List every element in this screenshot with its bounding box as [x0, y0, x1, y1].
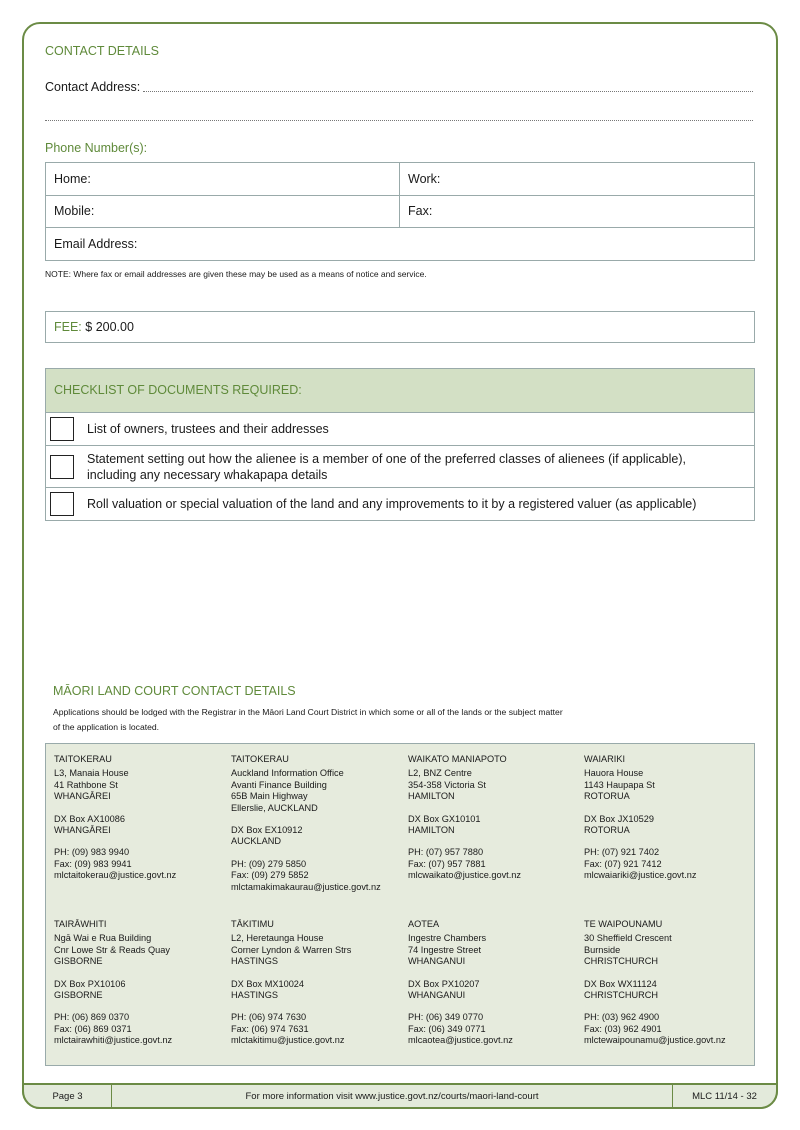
mobile-label: Mobile:: [54, 204, 95, 219]
office-name: TAITOKERAU: [231, 754, 289, 764]
office-address-line: 41 Rathbone St: [54, 779, 118, 790]
court-office: [584, 754, 760, 882]
office-address-line: Ngā Wai e Rua Building: [54, 933, 152, 944]
office-dx-line: DX Box EX10912: [231, 825, 303, 836]
court-office: [408, 919, 584, 1047]
fax-field[interactable]: [400, 195, 755, 228]
court-contact-heading: MĀORI LAND COURT CONTACT DETAILS: [53, 684, 296, 698]
office-name: WAIARIKI: [584, 754, 626, 764]
footer-info: For more information visit www.justice.govt.nz/courts/maori-land-court: [112, 1085, 673, 1107]
office-dx-line: WHANGANUI: [408, 990, 466, 1001]
office-address-line: Corner Lyndon & Warren Strs: [231, 944, 352, 955]
office-fax: Fax: (06) 349 0771: [408, 1023, 486, 1034]
checklist: [45, 368, 755, 521]
office-address-line: 30 Sheffield Crescent: [584, 933, 672, 944]
checklist-item: [46, 413, 754, 446]
office-dx-line: AUCKLAND: [231, 836, 282, 847]
mobile-field[interactable]: [46, 195, 400, 228]
office-address-line: Avanti Finance Building: [231, 779, 327, 790]
checkbox[interactable]: [50, 492, 74, 516]
contact-address-line-1[interactable]: [143, 91, 753, 92]
office-phone: PH: (03) 962 4900: [584, 1012, 660, 1023]
home-label: Home:: [54, 171, 91, 186]
office-address-line: 65B Main Highway: [231, 791, 308, 802]
office-email[interactable]: mlctaitokerau@justice.govt.nz: [54, 870, 177, 881]
phone-table: [45, 162, 755, 261]
office-fax: Fax: (03) 962 4901: [584, 1023, 662, 1034]
office-name: TE WAIPOUNAMU: [584, 919, 663, 929]
office-dx-line: HAMILTON: [408, 825, 455, 836]
checklist-item: [46, 446, 754, 488]
office-phone: PH: (09) 983 9940: [54, 847, 130, 858]
court-office: [584, 919, 760, 1047]
office-dx-line: ROTORUA: [584, 825, 630, 836]
checklist-item-text: Roll valuation or special valuation of the land and any improvements to it by a registered valuer (as applicable): [87, 497, 697, 511]
checkbox[interactable]: [50, 417, 74, 441]
office-address-line: 1143 Haupapa St: [584, 779, 655, 790]
office-address-line: CHRISTCHURCH: [584, 956, 659, 967]
office-phone: PH: (06) 349 0770: [408, 1012, 484, 1023]
office-address-line: WHANGĀREI: [54, 791, 111, 802]
court-intro-line: Applications should be lodged with the Registrar in the Māori Land Court District in which some or all of the lands or the subject matter: [53, 707, 563, 717]
office-dx-line: DX Box PX10207: [408, 978, 480, 989]
court-office: [54, 919, 230, 1047]
office-email[interactable]: mlctamakimakaurau@justice.govt.nz: [231, 881, 381, 892]
contact-address-line-2[interactable]: [45, 120, 753, 121]
checkbox[interactable]: [50, 455, 74, 479]
office-email[interactable]: mlctewaipounamu@justice.govt.nz: [584, 1035, 726, 1046]
court-office: [231, 919, 407, 1047]
fee-label: FEE:: [54, 320, 82, 334]
office-address-line: Cnr Lowe Str & Reads Quay: [54, 944, 170, 955]
office-email[interactable]: mlcaotea@justice.govt.nz: [408, 1035, 513, 1046]
office-dx-line: DX Box GX10101: [408, 813, 481, 824]
office-dx-line: CHRISTCHURCH: [584, 990, 659, 1001]
office-fax: Fax: (09) 983 9941: [54, 858, 132, 869]
office-dx-line: WHANGĀREI: [54, 825, 111, 836]
checklist-item-text: Statement setting out how the alienee is a member of one of the preferred classes of alienees (if applicable), including any necessary whakapapa details: [87, 451, 686, 482]
office-dx-line: DX Box MX10024: [231, 978, 305, 989]
office-email[interactable]: mlctairawhiti@justice.govt.nz: [54, 1035, 173, 1046]
office-email[interactable]: mlctakitimu@justice.govt.nz: [231, 1035, 345, 1046]
office-dx-line: DX Box WX11124: [584, 978, 657, 989]
office-phone: PH: (09) 279 5850: [231, 858, 307, 869]
office-address-line: Burnside: [584, 944, 621, 955]
office-address-line: Auckland Information Office: [231, 768, 344, 779]
work-label: Work:: [408, 171, 441, 186]
office-address-line: WHANGANUI: [408, 956, 466, 967]
office-name: AOTEA: [408, 919, 440, 929]
office-fax: Fax: (06) 974 7631: [231, 1023, 309, 1034]
fax-label: Fax:: [408, 204, 433, 219]
office-address-line: ROTORUA: [584, 791, 630, 802]
office-address-line: 354-358 Victoria St: [408, 779, 486, 790]
checklist-item-text: List of owners, trustees and their addresses: [87, 422, 329, 436]
office-address-line: L2, BNZ Centre: [408, 768, 472, 779]
office-phone: PH: (06) 869 0370: [54, 1012, 130, 1023]
email-label: Email Address:: [54, 236, 138, 251]
checklist-item: [46, 488, 754, 520]
office-email[interactable]: mlcwaikato@justice.govt.nz: [408, 870, 521, 881]
office-dx-line: DX Box AX10086: [54, 813, 125, 824]
office-phone: PH: (06) 974 7630: [231, 1012, 307, 1023]
office-name: TĀKITIMU: [231, 919, 274, 929]
checklist-heading: CHECKLIST OF DOCUMENTS REQUIRED:: [46, 369, 754, 413]
fee-box: [45, 311, 755, 343]
home-field[interactable]: [46, 163, 400, 196]
office-address-line: HAMILTON: [408, 791, 455, 802]
court-intro: [53, 705, 563, 735]
office-dx-line: HASTINGS: [231, 990, 278, 1001]
office-phone: PH: (07) 921 7402: [584, 847, 660, 858]
office-name: WAIKATO MANIAPOTO: [408, 754, 507, 764]
office-dx-line: DX Box PX10106: [54, 978, 126, 989]
court-intro-line: of the application is located.: [53, 722, 160, 732]
office-name: TAITOKERAU: [54, 754, 112, 764]
office-phone: PH: (07) 957 7880: [408, 847, 484, 858]
phone-numbers-heading: Phone Number(s):: [45, 141, 148, 155]
office-address-line: L3, Manaia House: [54, 768, 129, 779]
office-fax: Fax: (09) 279 5852: [231, 870, 309, 881]
court-office: [54, 754, 230, 882]
office-address-line: 74 Ingestre Street: [408, 944, 482, 955]
court-office: [408, 754, 584, 882]
office-dx-line: GISBORNE: [54, 990, 103, 1001]
office-address-line: Ellerslie, AUCKLAND: [231, 802, 318, 813]
office-address-line: GISBORNE: [54, 956, 103, 967]
office-fax: Fax: (07) 957 7881: [408, 858, 486, 869]
office-address-line: Ingestre Chambers: [408, 933, 487, 944]
email-field[interactable]: [46, 228, 755, 261]
office-address-line: Hauora House: [584, 768, 644, 779]
office-address-line: HASTINGS: [231, 956, 278, 967]
work-field[interactable]: [400, 163, 755, 196]
office-dx-line: DX Box JX10529: [584, 813, 654, 824]
contact-address-label: Contact Address:: [45, 80, 141, 94]
court-office: [231, 754, 407, 893]
fee-value: $ 200.00: [85, 320, 134, 334]
office-address-line: L2, Heretaunga House: [231, 933, 324, 944]
form-code: MLC 11/14 - 32: [692, 1090, 757, 1102]
footer: [22, 1083, 778, 1109]
contact-details-heading: CONTACT DETAILS: [45, 44, 159, 58]
office-name: TAIRĀWHITI: [54, 919, 107, 929]
page-number: Page 3: [24, 1085, 112, 1107]
office-email[interactable]: mlcwaiariki@justice.govt.nz: [584, 870, 697, 881]
office-fax: Fax: (06) 869 0371: [54, 1023, 132, 1034]
notice-note: NOTE: Where fax or email addresses are given these may be used as a means of notice and service.: [45, 269, 427, 279]
office-fax: Fax: (07) 921 7412: [584, 858, 662, 869]
court-offices: [45, 743, 755, 1066]
